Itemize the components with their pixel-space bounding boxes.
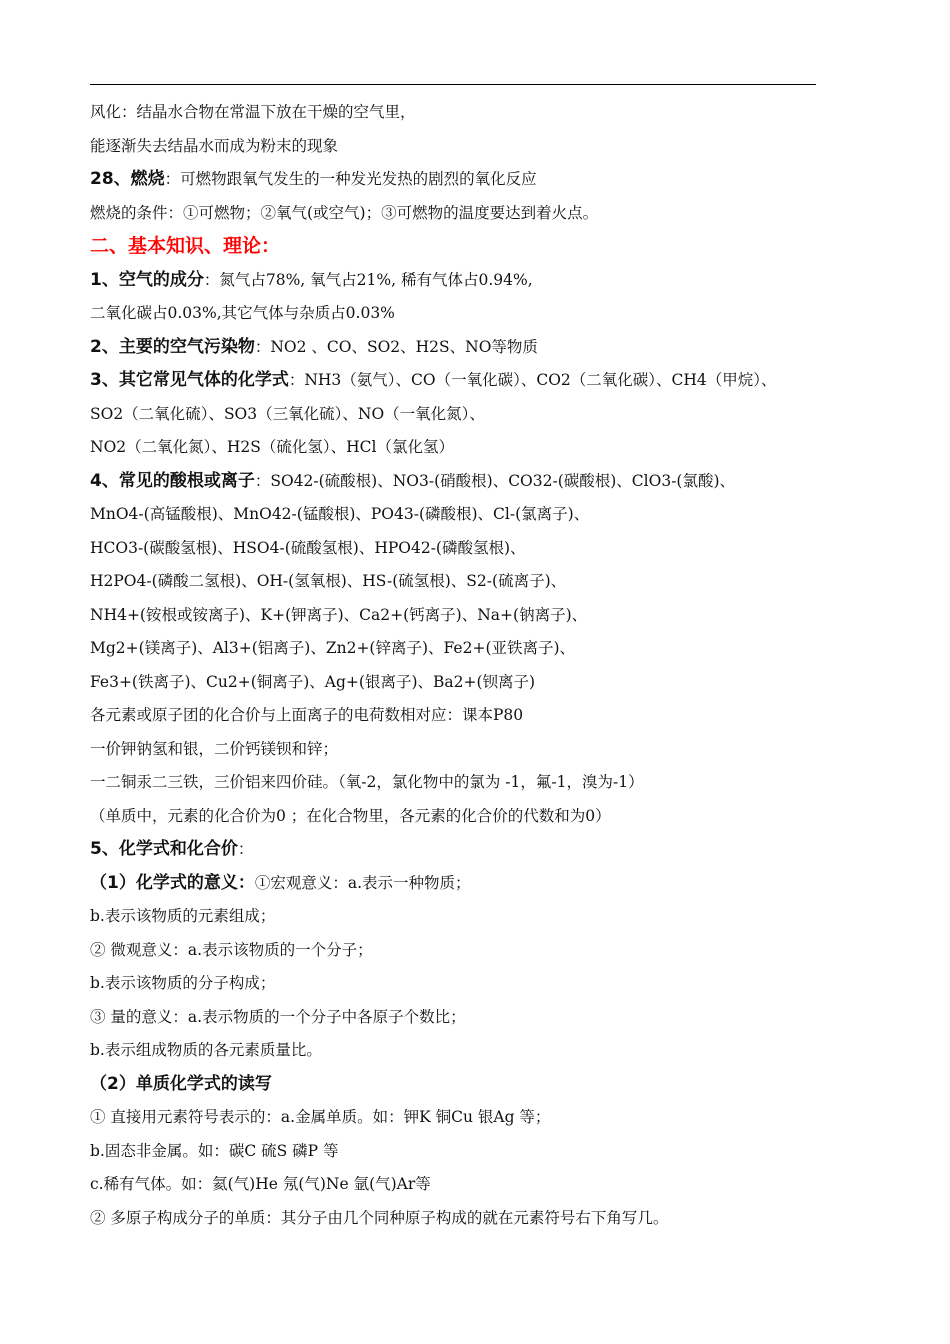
text-line (90, 96, 830, 130)
item-label: 1、空气的成分 (90, 269, 204, 290)
line-text: 各元素或原子团的化合价与上面离子的电荷数相对应：课本P80 (90, 706, 524, 724)
line-text: 风化：结晶水合物在常温下放在干燥的空气里， (90, 103, 416, 121)
line-text: ② 多原子构成分子的单质：其分子由几个同种原子构成的就在元素符号右下角写几。 (90, 1208, 669, 1227)
text-line (90, 1168, 830, 1202)
line-text: NH4+(铵根或铵离子)、K+(钾离子)、Ca2+(钙离子)、Na+(钠离子)、 (90, 605, 588, 624)
text-line (90, 431, 830, 465)
text-line (90, 766, 830, 800)
item-label: （2）单质化学式的读写 (90, 1073, 272, 1094)
line-text: b.固态非金属。如：碳C 硫S 磷P 等 (90, 1141, 339, 1160)
line-text: HCO3-(碳酸氢根)、HSO4-(硫酸氢根)、HPO42-(磷酸氢根)、 (90, 538, 526, 557)
section-heading: 二、基本知识、理论： (90, 235, 281, 257)
text-line (90, 130, 830, 164)
line-text: SO2（二氧化硫）、SO3（三氧化硫）、NO（一氧化氮）、 (90, 404, 485, 423)
item-label: 5、化学式和化合价 (90, 839, 238, 859)
text-line (90, 398, 830, 432)
text-line (90, 532, 830, 566)
line-text: 能逐渐失去结晶水而成为粉末的现象 (90, 136, 339, 155)
text-line (90, 900, 830, 934)
line-text: 二氧化碳占0.03%,其它气体与杂质占0.03% (90, 304, 395, 322)
text-line (90, 163, 830, 197)
text-line (90, 1068, 830, 1102)
text-line (90, 599, 830, 633)
line-text: b.表示该物质的元素组成； (90, 907, 276, 925)
item-label: 28、燃烧 (90, 169, 165, 189)
text-line (90, 666, 830, 700)
text-line (90, 1135, 830, 1169)
line-text: b.表示该物质的分子构成； (90, 974, 276, 992)
line-text: c.稀有气体。如：氦(气)He 氖(气)Ne 氩(气)Ar等 (90, 1175, 431, 1193)
item-label: （1）化学式的意义： (90, 872, 255, 893)
line-text: b.表示组成物质的各元素质量比。 (90, 1041, 322, 1059)
text-line (90, 800, 830, 834)
line-text: ： (237, 840, 254, 858)
line-text: 燃烧的条件：①可燃物；②氧气(或空气)；③可燃物的温度要达到着火点。 (90, 203, 599, 222)
item-label: 4、常见的酸根或离子 (90, 470, 255, 491)
item-label: 3、其它常见气体的化学式 (90, 370, 289, 390)
text-line (90, 632, 830, 666)
text-line (90, 297, 830, 331)
text-line (90, 1202, 830, 1236)
line-text: ：SO42-(硫酸根)、NO3-(硝酸根)、CO32-(碳酸根)、ClO3-(氯酸)、 (254, 471, 736, 490)
line-text: ③ 量的意义：a.表示物质的一个分子中各原子个数比； (90, 1007, 466, 1026)
text-line (90, 465, 830, 499)
text-line (90, 733, 830, 767)
line-text: ：可燃物跟氧气发生的一种发光发热的剧烈的氧化反应 (164, 170, 537, 188)
text-line (90, 498, 830, 532)
text-line (90, 364, 830, 398)
line-text: 一价钾钠氢和银，二价钙镁钡和锌； (90, 739, 339, 758)
text-line (90, 264, 830, 298)
item-label: 2、主要的空气污染物 (90, 336, 255, 357)
document-body (90, 96, 830, 1235)
line-text: ：氮气占78%, 氧气占21%, 稀有气体占0.94%, (203, 270, 533, 289)
text-line (90, 699, 830, 733)
line-text: ：NH3（氨气）、CO（一氧化碳）、CO2（二氧化碳）、CH4（甲烷）、 (288, 371, 777, 389)
text-line (90, 565, 830, 599)
line-text: Fe3+(铁离子)、Cu2+(铜离子)、Ag+(银离子)、Ba2+(钡离子) (90, 672, 536, 691)
text-line (90, 833, 830, 867)
line-text: H2PO4-(磷酸二氢根)、OH-(氢氧根)、HS-(硫氢根)、S2-(硫离子)、 (90, 572, 567, 590)
line-text: MnO4-(高锰酸根)、MnO42-(锰酸根)、PO43-(磷酸根)、Cl-(氯离子)、 (90, 505, 590, 523)
text-line (90, 934, 830, 968)
line-text: Mg2+(镁离子)、Al3+(铝离子)、Zn2+(锌离子)、Fe2+(亚铁离子)、 (90, 639, 576, 657)
text-line (90, 197, 830, 231)
line-text: （单质中，元素的化合价为0 ；在化合物里，各元素的化合价的代数和为0） (90, 806, 611, 825)
text-line (90, 867, 830, 901)
line-text: NO2（二氧化氮）、H2S（硫化氢）、HCl（氯化氢） (90, 438, 454, 456)
text-line (90, 1034, 830, 1068)
line-text: ：NO2 、CO、SO2、H2S、NO等物质 (254, 337, 538, 356)
text-line (90, 1101, 830, 1135)
line-text: ② 微观意义：a.表示该物质的一个分子； (90, 940, 373, 959)
text-line (90, 230, 830, 264)
line-text: ①宏观意义：a.表示一种物质； (254, 873, 471, 892)
header-rule (90, 84, 816, 85)
text-line (90, 331, 830, 365)
line-text: ① 直接用元素符号表示的：a.金属单质。如：钾K 铜Cu 银Ag 等； (90, 1108, 551, 1126)
line-text: 一二铜汞二三铁，三价铝来四价硅。（氧-2，氯化物中的氯为 -1，氟-1，溴为-1） (90, 773, 644, 791)
text-line (90, 1001, 830, 1035)
text-line (90, 967, 830, 1001)
